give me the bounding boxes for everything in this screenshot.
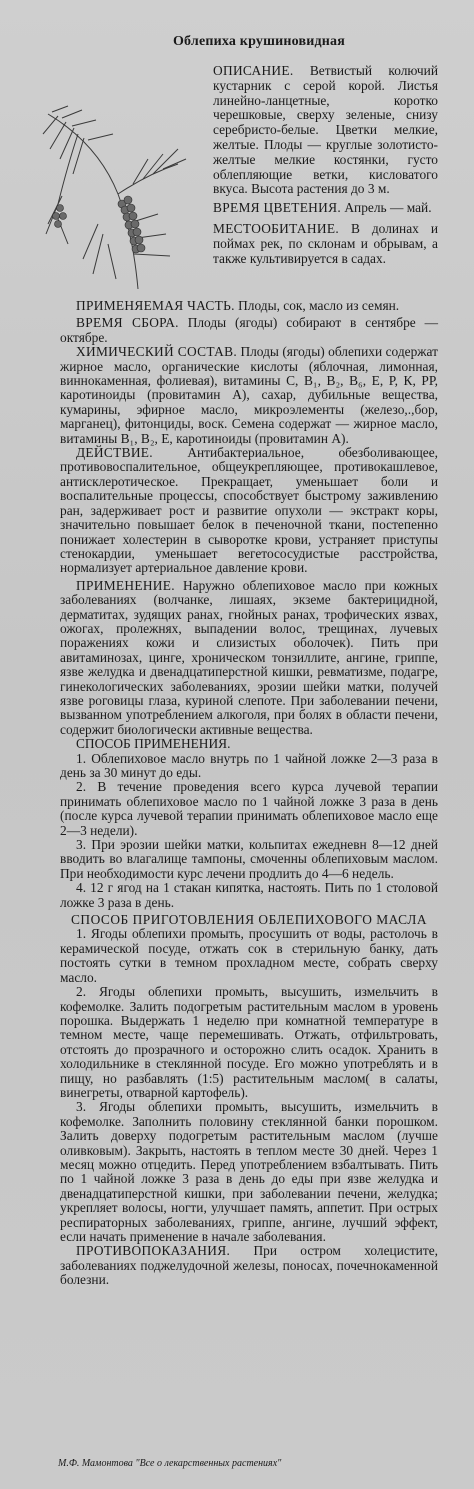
method-heading: СПОСОБ ПРИМЕНЕНИЯ.	[76, 736, 231, 752]
composition-heading: ХИМИЧЕСКИЙ СОСТАВ.	[76, 344, 237, 360]
contra-text: При остром холецистите, заболеваниях поджелудочной железы, поносах, почечнокаменной болезни.	[60, 1243, 438, 1288]
method-item-4: 4. 12 г ягод на 1 стакан кипятка, настоять. Пить по 1 столовой ложке 3 раза в день.	[60, 880, 438, 910]
action-heading: ДЕЙСТВИЕ.	[76, 445, 153, 461]
used-part-heading: ПРИМЕНЯЕМАЯ ЧАСТЬ.	[76, 298, 235, 313]
method-item-1: 1. Облепиховое масло внутрь по 1 чайной ложке 2—3 раза в день за 30 минут до еды.	[60, 750, 438, 780]
description-text: Ветвистый колючий кустарник с серой корой. Листья линейно-ланцетные, коротко черешковые, сверху зеленые, снизу серебристо-белые. Цветки мелкие, желтые. Плоды — круглые золотисто-желтые мелкие костянки, густо облепляющие ветки, кисловатого вкуса. Высота растения до 3 м.	[213, 63, 438, 197]
preparation-item-1: 1. Ягоды облепихи промыть, просушить от воды, растолочь в керамической посуде, отжать сок в стерильную банку, дать постоять сутки в темном прохладном месте, собрать сверху масло.	[60, 926, 438, 985]
harvest-paragraph	[60, 316, 438, 345]
method-item-2: 2. В течение проведения всего курса лучевой терапии принимать облепиховое масло по 1 чайной ложке 3 раза в день (после курса лучевой терапии принимать облепиховое масло еще 2—3 недели).	[60, 779, 438, 838]
contra-paragraph	[60, 1244, 438, 1287]
source-credit: М.Ф. Мамонтова "Все о лекарственных растениях"	[58, 1458, 282, 1469]
habitat-paragraph	[213, 222, 438, 266]
page-title: Облепиха крушиновидная	[172, 34, 346, 49]
application-heading: ПРИМЕНЕНИЕ.	[76, 577, 175, 593]
used-part-paragraph	[60, 299, 438, 313]
bloom-paragraph	[213, 201, 438, 216]
composition-text: Плоды (ягоды) облепихи содержат жирное масло, органические кислоты (яблочная, лимонная, виннокаменная, фолиевая), витамины С, B₁, B₂, B₆, Е, Р, К, РР, каротиноиды (провитамин А), сахар, дубильные вещества, кумарины, эфирное масло, микроэлементы (железо,.,бор, марганец), фитонциды, воск. Семена содержат — жирное масло, витамины B₁, B₂, Е, каротиноиды (провитамин А).	[60, 344, 438, 446]
habitat-heading: МЕСТООБИТАНИЕ.	[213, 220, 339, 236]
composition-paragraph	[60, 345, 438, 446]
harvest-text: Плоды (ягоды) собирают в сентябре — октябре.	[60, 315, 438, 345]
preparation-item-2: 2. Ягоды облепихи промыть, высушить, измельчить в кофемолке. Залить подогретым растительным маслом в уровень порошка. Выдержать 1 неделю при комнатной температуре в темном месте, чаще перемешивать. Отжать, отфильтровать, отстоять до прозрачного и осторожно слить осадок. Хранить в холодильнике в стеклянной посуде. Его можно употреблять и в пищу, но разбавлять (1:5) растительным маслом( в салаты, винегреты, отварной картофель).	[60, 984, 438, 1100]
application-text: Наружно облепиховое масло при кожных заболеваниях (волчанке, лишаях, экземе бактерицидной, дерматитах, зудящих ранах, гнойных ранах, трофических язвах, ожогах, пролежнях, выпадении волос, трещинах, лучевых поражениях кожи и слизистых оболочек). Пить при авитаминозах, цинге, хроническом тонзиллите, ангине, гриппе, язве желудка и двенадцатиперстной кишки, ревматизме, подагре, гинекологических заболеваниях, эрозии шейки матки, получей язве роговицы глаза, куриной слепоте. При заболевании печени, вызванном употреблением алкоголя, при болях в области печени, содержит биологически активные вещества.	[60, 577, 438, 737]
harvest-heading: ВРЕМЯ СБОРА.	[76, 315, 179, 331]
description-column	[213, 64, 438, 266]
description-heading: ОПИСАНИЕ.	[213, 63, 294, 78]
habitat-text: В долинах и поймах рек, по склонам и обрывам, а также культивируется в садах.	[213, 220, 438, 266]
description-paragraph	[213, 64, 438, 197]
method-item-3: 3. При эрозии шейки матки, кольпитах ежедневн 8—12 дней вводить во влагалище тампоны, смоченны облепиховым маслом. При необходимости курс лечени продлить до 4—6 недель.	[60, 837, 438, 881]
preparation-heading: СПОСОБ ПРИГОТОВЛЕНИЯ ОБЛЕПИХОВОГО МАСЛА	[71, 912, 427, 928]
bloom-text: Апрель — май.	[344, 200, 432, 216]
bloom-heading: ВРЕМЯ ЦВЕТЕНИЯ.	[213, 200, 342, 216]
action-text: Антибактериальное, обезболивающее, противовоспалительное, общеукрепляющее, противокашлевое, антисклеротическое. Прекращает, уменьшает боли и воспалительные процессы, способствует быстрому заживлению ран, задерживает рост и развитие опухоли — экстракт коры, значительно повышает белок в печеночной ткани, постепенно понижает холестерин в сыворотке крови, устраняет приступы стенокардии, уменьшает вегетососудистые расстройства, нормализует артериальное давление крови.	[60, 445, 438, 576]
main-text	[60, 299, 438, 1288]
action-paragraph	[60, 446, 438, 576]
application-paragraph	[60, 579, 438, 737]
preparation-item-3: 3. Ягоды облепихи промыть, высушить, измельчить в кофемолке. Заполнить половину стеклянной банки порошком. Залить доверху подогретым растительным маслом (лучше оливковым). Закрыть, настоять в теплом месте 30 дней. Через 1 месяц можно отцедить. Перед употреблением взбалтывать. Пить по 1 чайной ложке 3 раза в день до еды при язве желудка и двенадцатиперстной кишки, при заболевании печени, желудка; укрепляет волосы, ногти, улучшает память, аппетит. При острых респираторных заболеваниях, гриппе, ангине, лучший эффект, если начать применение в начале заболевания.	[60, 1099, 438, 1244]
used-part-text: Плоды, сок, масло из семян.	[238, 298, 400, 313]
contra-heading: ПРОТИВОПОКАЗАНИЯ.	[76, 1243, 231, 1259]
top-block	[60, 64, 438, 299]
sea-buckthorn-illustration	[38, 104, 188, 294]
